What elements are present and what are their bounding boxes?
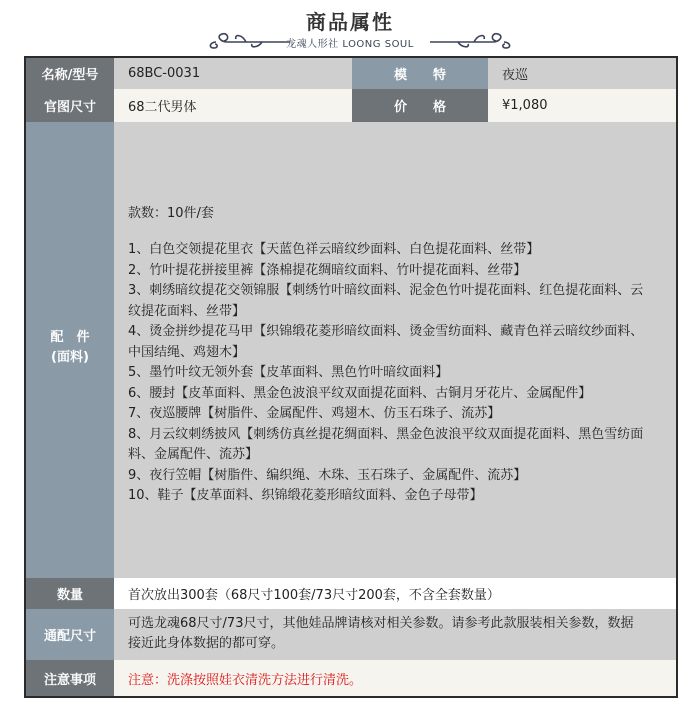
fit-size-label-cell bbox=[26, 609, 114, 660]
list-item: 4、烫金拼纱提花马甲【织锦缎花菱形暗纹面料、烫金雪纺面料、藏青色祥云暗纹纱面料、 bbox=[128, 324, 644, 339]
list-item: 纹提花面料、丝带】 bbox=[128, 303, 246, 319]
list-item: 中国结绳、鸡翅木】 bbox=[128, 344, 246, 360]
list-item: 10、鞋子【皮革面料、织锦缎花菱形暗纹面料、金色子母带】 bbox=[128, 488, 483, 503]
name-model-value-cell bbox=[114, 58, 352, 89]
list-item: 5、墨竹叶纹无领外套【皮革面料、黑色竹叶暗纹面料】 bbox=[128, 365, 449, 380]
page-header bbox=[0, 0, 700, 56]
official-size-label-cell bbox=[26, 89, 114, 122]
fit-size-value-cell bbox=[114, 609, 676, 660]
fit-size-label: 通配尺寸 bbox=[43, 629, 96, 644]
name-model-value: 68BC-0031 bbox=[128, 66, 201, 81]
list-item: 8、月云纹刺绣披风【刺绣仿真丝提花绸面料、黑金色波浪平纹双面提花面料、黑色雪纺面 bbox=[128, 426, 644, 442]
notice-value-cell bbox=[114, 660, 676, 696]
quantity-label: 数量 bbox=[56, 588, 83, 603]
model-label: 模 特 bbox=[393, 68, 446, 83]
parts-count: 款数：10件/套 bbox=[128, 206, 214, 221]
official-size-value-cell bbox=[114, 89, 352, 122]
official-size-value: 68二代男体 bbox=[128, 100, 197, 115]
list-item: 9、夜行笠帽【树脂件、编织绳、木珠、玉石珠子、金属配件、流苏】 bbox=[128, 467, 527, 483]
quantity-value: 首次放出300套（68尺寸100套/73尺寸200套，不含全套数量） bbox=[128, 588, 500, 603]
quantity-label-cell bbox=[26, 578, 114, 609]
page-title: 商品属性 bbox=[306, 10, 394, 34]
list-item: 1、白色交领提花里衣【天蓝色祥云暗纹纱面料、白色提花面料、丝带】 bbox=[128, 242, 540, 257]
list-item: 2、竹叶提花拼接里裤【涤棉提花绸暗纹面料、竹叶提花面料、丝带】 bbox=[128, 262, 527, 278]
quantity-value-cell bbox=[114, 578, 676, 609]
model-value: 夜巡 bbox=[502, 68, 529, 83]
model-value-cell bbox=[488, 58, 676, 89]
parts-label-cell bbox=[26, 122, 114, 578]
parts-label: 配 件 bbox=[50, 330, 90, 345]
product-attributes-table bbox=[24, 56, 678, 698]
model-label-cell bbox=[352, 58, 488, 89]
price-value-cell bbox=[488, 89, 676, 122]
fit-size-value-line2: 接近此身体数据的都可穿。 bbox=[128, 636, 285, 651]
list-item: 7、夜巡腰牌【树脂件、金属配件、鸡翅木、仿玉石珠子、流苏】 bbox=[128, 406, 501, 421]
name-model-label-cell bbox=[26, 58, 114, 89]
brand-subtitle: 龙魂人形社 LOONG SOUL bbox=[286, 39, 414, 50]
price-label: 价 格 bbox=[393, 100, 446, 115]
notice-value: 注意：洗涤按照娃衣清洗方法进行清洗。 bbox=[128, 672, 363, 688]
price-value: ¥1,080 bbox=[502, 98, 548, 113]
right-swirl-ornament-icon bbox=[428, 30, 514, 52]
list-item: 料、金属配件、流苏】 bbox=[128, 447, 259, 462]
official-size-label: 官图尺寸 bbox=[43, 100, 96, 115]
list-item: 6、腰封【皮革面料、黑金色波浪平纹双面提花面料、古铜月牙花片、金属配件】 bbox=[128, 385, 592, 401]
notice-label-cell bbox=[26, 660, 114, 696]
parts-list bbox=[128, 240, 666, 507]
price-label-cell bbox=[352, 89, 488, 122]
fabric-label: (面料) bbox=[51, 350, 89, 365]
name-model-label: 名称/型号 bbox=[41, 68, 99, 83]
fit-size-value-line1: 可选龙魂68尺寸/73尺寸，其他娃品牌请核对相关参数。请参考此款服装相关参数，数据 bbox=[128, 616, 634, 631]
notice-label: 注意事项 bbox=[43, 672, 96, 688]
parts-value-cell bbox=[114, 122, 676, 578]
list-item: 3、刺绣暗纹提花交领锦服【刺绣竹叶暗纹面料、泥金色竹叶提花面料、红色提花面料、云 bbox=[128, 283, 644, 298]
